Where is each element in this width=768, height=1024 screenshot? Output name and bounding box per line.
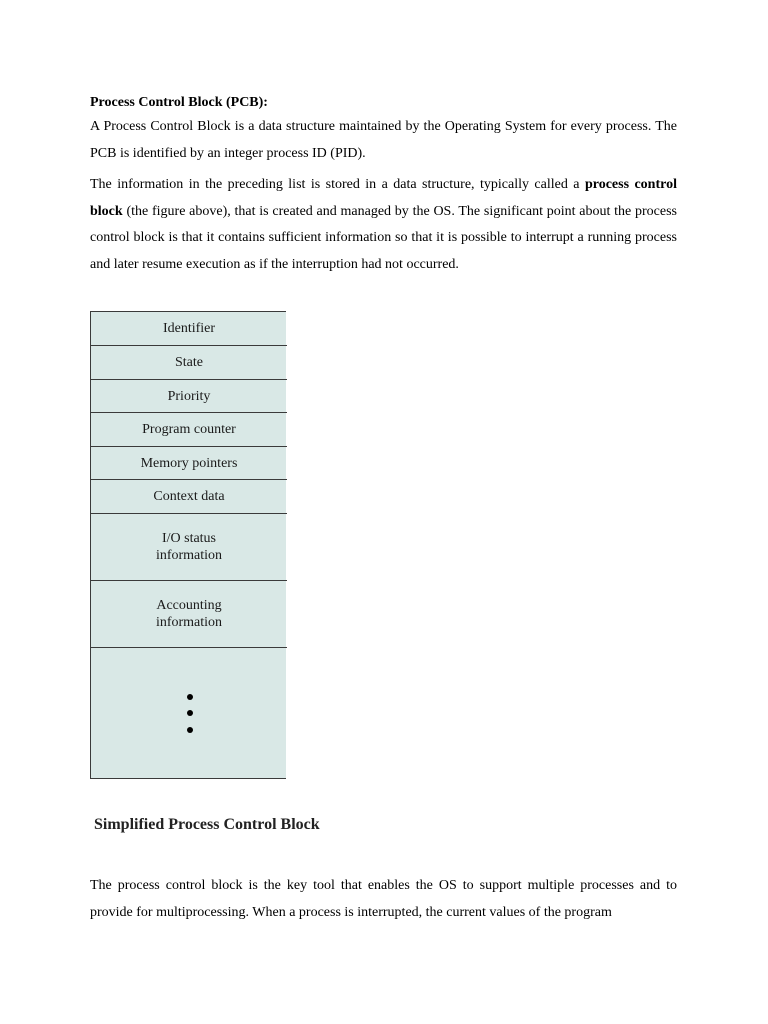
pcb-row-label: Context data [153,489,225,504]
paragraph-pcb-key-tool: The process control block is the key tool that enables the OS to support multiple processes and to provide for multiprocessing. When a process is interrupted, the current values of the program [90,878,677,920]
ellipsis-dot-icon [187,710,193,716]
paragraph-pcb-definition: A Process Control Block is a data structure maintained by the Operating System for every process. The PCB is identified by an integer process ID (PID). [90,119,677,161]
pcb-row-identifier [91,312,287,346]
pcb-row-label: Accounting information [155,598,223,630]
pcb-row-program-counter [91,413,287,447]
ellipsis-dot-icon [187,727,193,733]
pcb-row-label: I/O status information [155,531,223,563]
bold-term: process control block [90,177,677,219]
figure-caption: Simplified Process Control Block [94,816,320,833]
pcb-row-accounting [91,581,287,648]
ellipsis-dot-icon [187,694,193,700]
pcb-row-context-data [91,480,287,514]
paragraph-text: (the figure above), that is created and managed by the OS. The significant point about the process control block is that it contains sufficient information so that it is possible to interrupt a running process and later resume execution as if the interruption had not occurred. [90,203,677,272]
pcb-row-label: Program counter [142,422,236,437]
document-continuation [90,873,677,931]
paragraph-pcb-information [90,172,677,278]
pcb-row-ellipsis [91,648,287,779]
pcb-row-memory-pointers [91,447,287,480]
document-body [90,92,677,283]
section-heading: Process Control Block (PCB): [90,95,268,110]
pcb-row-label: Priority [167,388,211,404]
pcb-row-priority [91,380,287,413]
pcb-row-io-status [91,514,287,581]
pcb-row-state [91,346,287,380]
pcb-row-label: State [175,355,203,370]
pcb-diagram [90,311,286,779]
pcb-row-label: Memory pointers [140,455,238,471]
pcb-row-label: Identifier [162,321,216,336]
paragraph-text: The information in the preceding list is stored in a data structure, typically called a [90,177,585,192]
